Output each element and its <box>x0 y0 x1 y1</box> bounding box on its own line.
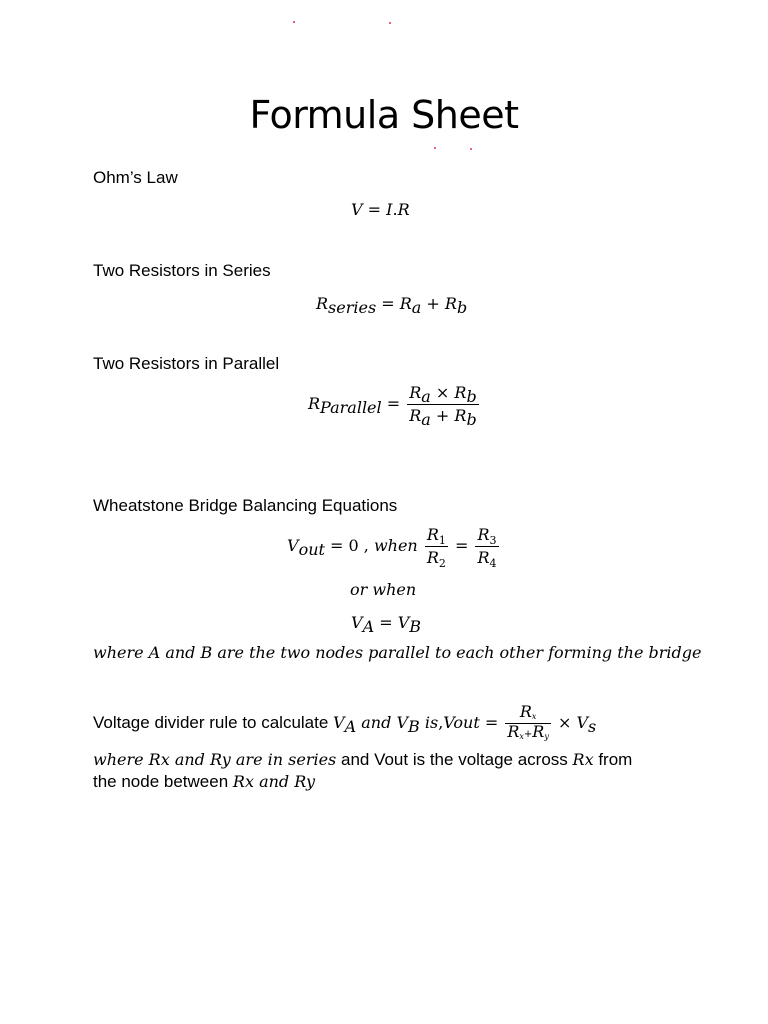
voltage-divider-note-line2 <box>93 771 315 793</box>
section-heading-parallel: Two Resistors in Parallel <box>93 354 280 373</box>
voltage-divider-line: Voltage divider rule to calculate $V_A$ and $V_B$ is,Vout = $\frac{R_x}{R_x+R_y}$ × $V_s$ <box>93 702 597 741</box>
or-when-text: or when <box>350 580 417 599</box>
series-resistance-equation: $R_{series} = R_a + R_b$ <box>316 294 468 317</box>
wheatstone-balance-equation: $V_{out} = 0$ , when $\frac{R_1}{R_2}$ = $\frac{R_3}{R_4}$ <box>287 525 497 570</box>
where-series-text: where Rx and Ry are in series <box>93 750 337 769</box>
speck <box>293 21 295 23</box>
section-heading-ohms-law: Ohm’s Law <box>93 168 178 187</box>
divider-node-text: the node between <box>93 772 233 791</box>
section-heading-series: Two Resistors in Series <box>93 261 271 280</box>
section-heading-wheatstone: Wheatstone Bridge Balancing Equations <box>93 496 398 515</box>
rx-symbol: Rx <box>572 750 594 769</box>
rx-ry-symbols: Rx and Ry <box>232 772 316 791</box>
ohms-law-equation: V = I.R <box>351 200 410 219</box>
wheatstone-where-text: where A and B are the two nodes parallel to each other forming the bridge <box>93 643 702 662</box>
speck <box>470 148 472 150</box>
node-voltage-equality: $V_A = V_B$ <box>351 613 422 636</box>
voltage-divider-note-line1 <box>93 749 632 771</box>
parallel-resistance-equation: $R_{Parallel}$ = $\frac{R_a \times R_b}{R_a + R_b}$ <box>308 383 477 429</box>
divider-note-text: and Vout is the voltage across <box>336 750 573 769</box>
voltage-divider-lead: Voltage divider rule to calculate <box>93 713 334 732</box>
page-title: Formula Sheet <box>249 93 519 137</box>
speck <box>389 22 391 24</box>
speck <box>434 147 436 149</box>
divider-from-text: from <box>593 750 633 769</box>
